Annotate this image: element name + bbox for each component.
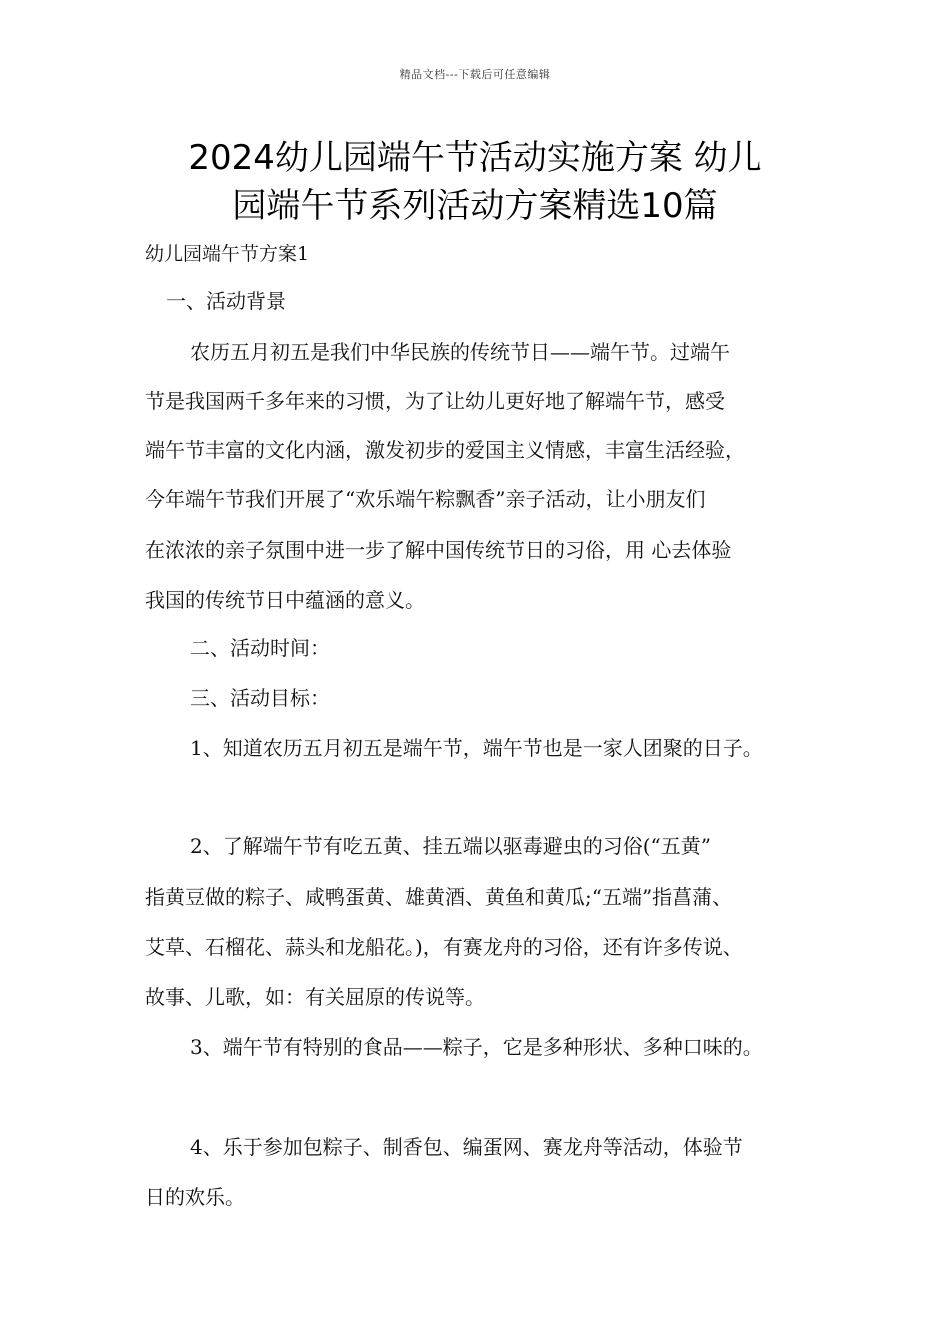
heading-activity-goals: 三、活动目标： — [190, 686, 330, 710]
title-line-1: 2024幼儿园端午节活动实施方案 幼儿 — [188, 138, 762, 178]
header-note: 精品文档---下载后可任意编辑 — [399, 68, 551, 81]
paragraph-line: 日的欢乐。 — [145, 1185, 245, 1209]
goal-item-4: 4、乐于参加包粽子、制香包、编蛋网、赛龙舟等活动，体验节 — [190, 1135, 743, 1159]
document-title — [100, 134, 850, 230]
section-title: 幼儿园端午节方案1 — [145, 243, 310, 265]
paragraph-line: 农历五月初五是我们中华民族的传统节日——端午节。过端午 — [190, 340, 730, 364]
title-line-2: 园端午节系列活动方案精选10篇 — [232, 186, 718, 226]
goal-item-3: 3、端午节有特别的食品——粽子，它是多种形状、多种口味的。 — [190, 1035, 763, 1059]
heading-activity-background: 一、活动背景 — [166, 289, 286, 313]
goal-item-1: 1、知道农历五月初五是端午节，端午节也是一家人团聚的日子。 — [190, 736, 763, 760]
paragraph-line: 我国的传统节日中蕴涵的意义。 — [145, 588, 425, 612]
paragraph-line: 指黄豆做的粽子、咸鸭蛋黄、雄黄酒、黄鱼和黄瓜;“五端”指菖蒲、 — [145, 885, 733, 909]
paragraph-line: 节是我国两千多年来的习惯，为了让幼儿更好地了解端午节，感受 — [145, 389, 725, 413]
paragraph-line: 艾草、石榴花、蒜头和龙船花。)，有赛龙舟的习俗，还有许多传说、 — [145, 935, 743, 959]
goal-item-2: 2、了解端午节有吃五黄、挂五端以驱毒避虫的习俗(“五黄” — [190, 834, 711, 858]
paragraph-line: 在浓浓的亲子氛围中进一步了解中国传统节日的习俗，用 心去体验 — [145, 538, 732, 562]
heading-activity-time: 二、活动时间： — [190, 636, 330, 660]
paragraph-line: 端午节丰富的文化内涵，激发初步的爱国主义情感，丰富生活经验， — [145, 438, 745, 462]
paragraph-line: 今年端午节我们开展了“欢乐端午粽飘香”亲子活动，让小朋友们 — [145, 487, 706, 511]
paragraph-line: 故事、儿歌，如：有关屈原的传说等。 — [145, 985, 485, 1009]
